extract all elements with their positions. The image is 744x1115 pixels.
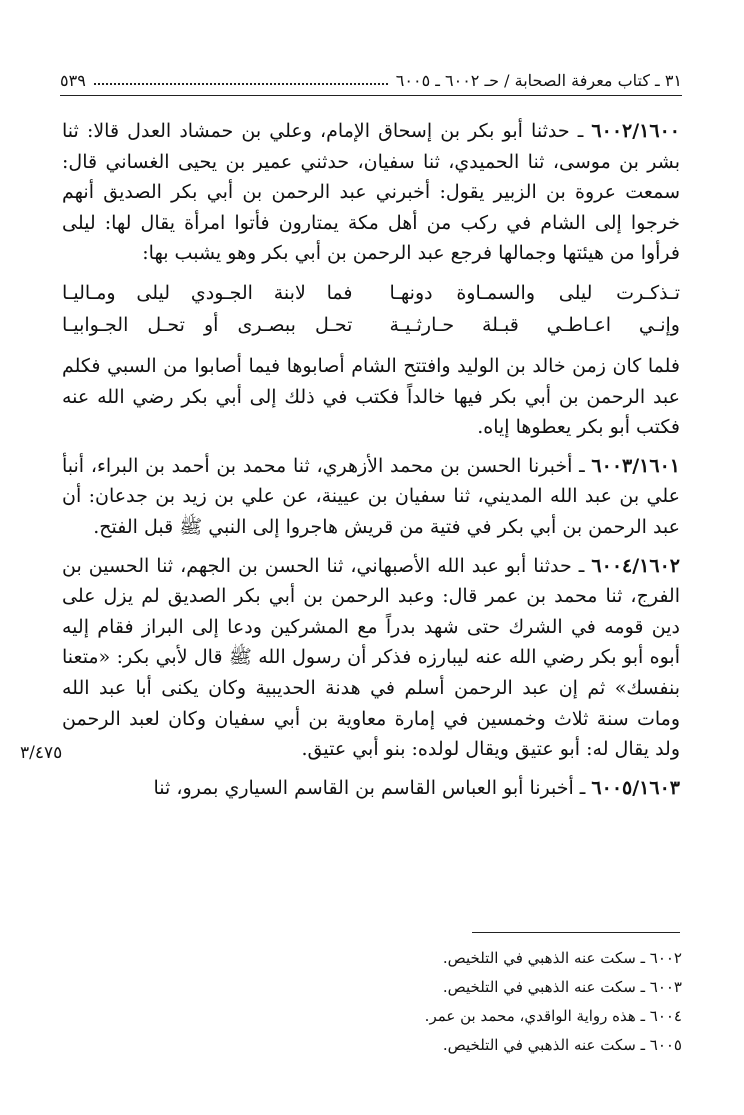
hemistich-first: تـذكـرت ليلى والسمـاوة دونهـا	[389, 281, 680, 304]
footnote: ٦٠٠٣ ـ سكت عنه الذهبي في التلخيص.	[442, 978, 682, 996]
hadith-6002	[62, 116, 680, 269]
hadith-text: ـ أخبرنا الحسن بن محمد الأزهري، ثنا محمد بن أحمد بن البراء، أنبأ علي بن عبد الله المديني، ثنا سفيان بن عيينة، عن علي بن زيد بن جدعان: أن عبد الرحمن بن أبي بكر في فتية من قريش هاجروا إلى النبي ﷺ قبل الفتح.	[62, 454, 680, 538]
page-number: ٥٣٩	[60, 70, 86, 90]
poem-line	[62, 309, 680, 341]
hadith-number: ٦٠٠٣/١٦٠١	[591, 454, 680, 477]
hadith-6002-continuation: فلما كان زمن خالد بن الوليد وافتتح الشام أصابوها فيما أصابوا من السبي فكلم عبد الرحمن بن أبي بكر فيها خالداً فكتب في ذلك إلى أبي بكر رضي الله عنه فكتب أبو بكر يعطوها إياه.	[62, 354, 680, 439]
hemistich-first: وإنـي اعـاطـي قبـلة حـارثـيـة	[389, 313, 680, 336]
hemistich-second: تحـل ببصـرى أو تحـل الجـوابيـا	[62, 313, 353, 336]
footnote-rule	[472, 932, 680, 933]
hadith-number: ٦٠٠٥/١٦٠٣	[591, 776, 680, 799]
hadith-number: ٦٠٠٤/١٦٠٢	[591, 554, 680, 577]
hadith-6003	[62, 451, 680, 543]
header-dot-leader	[94, 83, 388, 85]
hadith-number: ٦٠٠٢/١٦٠٠	[591, 120, 680, 142]
footnotes	[62, 944, 682, 1060]
footnote: ٦٠٠٢ ـ سكت عنه الذهبي في التلخيص.	[442, 949, 682, 967]
poem-line	[62, 277, 680, 309]
running-header	[60, 68, 682, 92]
main-text	[62, 116, 680, 811]
marginal-reference: ٣/٤٧٥	[20, 743, 63, 763]
hemistich-second: فما لابنة الجـودي ليلى ومـاليـا	[62, 281, 353, 304]
header-title: ٣١ ـ كتاب معرفة الصحابة / حـ ٦٠٠٢ ـ ٦٠٠٥	[395, 70, 682, 90]
footnote: ٦٠٠٥ ـ سكت عنه الذهبي في التلخيص.	[442, 1036, 682, 1054]
hadith-6004	[62, 551, 680, 765]
hadith-text: ـ حدثنا أبو عبد الله الأصبهاني، ثنا الحسن بن الجهم، ثنا الحسين بن الفرج، ثنا محمد بن عمر قال: وعبد الرحمن بن أبي بكر الصديق لم يزل على دين قومه في الشرك حتى شهد بدراً مع المشركين ودعا إلى البراز فقام إليه أبوه أبو بكر رضي الله عنه ليبارزه فذكر أن رسول الله ﷺ قال لأبي بكر: «متعنا بنفسك» ثم إن عبد الرحمن أسلم في هدنة الحديبية وكان يكنى أبا عبد الله ومات سنة ثلاث وخمسين في إمارة معاوية بن أبي سفيان وكان لعبد الرحمن ولد يقال له: أبو عتيق ويقال لولده: بنو أبي عتيق.	[62, 554, 680, 761]
header-rule	[60, 95, 682, 96]
poem	[62, 277, 680, 341]
hadith-text: ـ حدثنا أبو بكر بن إسحاق الإمام، وعلي بن حمشاد العدل قالا: ثنا بشر بن موسى، ثنا الحميدي، ثنا سفيان، حدثني عمير بن يحيى الغساني قال: سمعت عروة بن الزبير يقول: أخبرني عبد الرحمن بن أبي بكر الصديق أنهم خرجوا إلى الشام في ركب من أهل مكة يمتارون فأتوا امرأة يقال لها: ليلى فرأوا من هيئتها وجمالها فرجع عبد الرحمن بن أبي بكر وهو يشبب بها:	[62, 120, 680, 265]
hadith-6005	[62, 773, 680, 804]
footnote: ٦٠٠٤ ـ هذه رواية الواقدي، محمد بن عمر.	[424, 1007, 682, 1025]
hadith-text: ـ أخبرنا أبو العباس القاسم بن القاسم السياري بمرو، ثنا	[153, 776, 592, 799]
